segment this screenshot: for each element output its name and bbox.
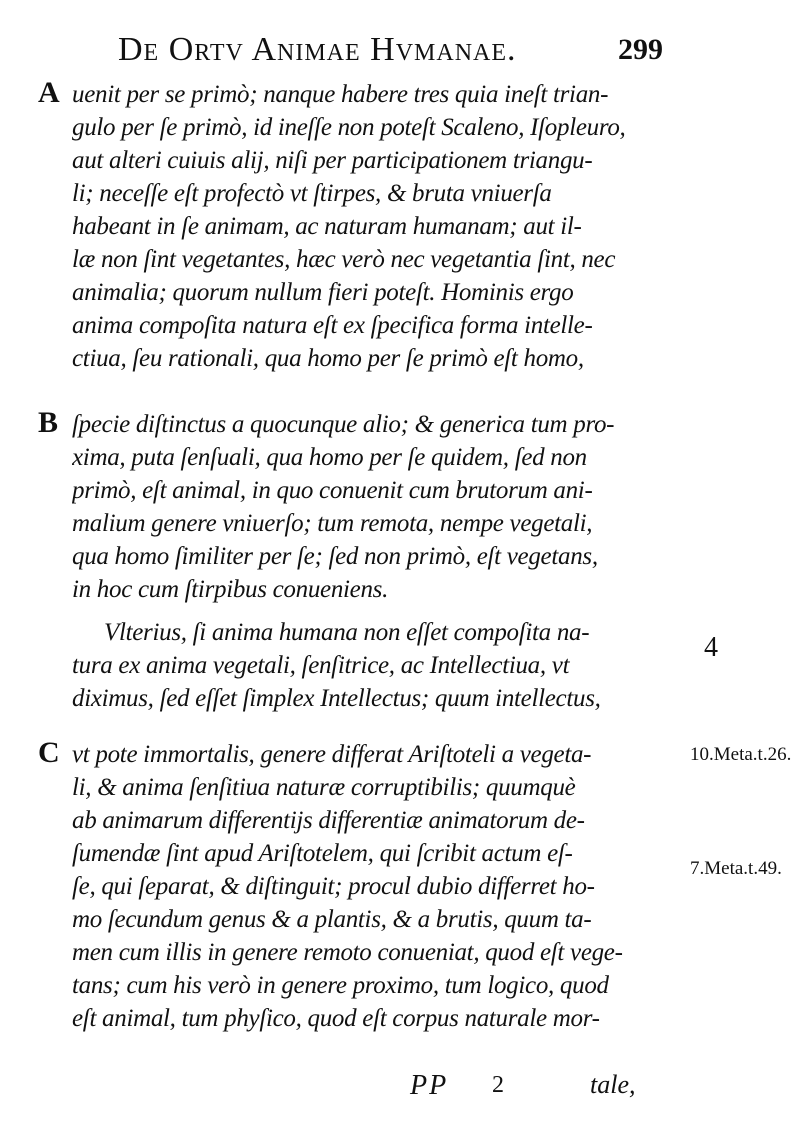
text-line: tura ex anima vegetali, ſenſitrice, ac Intellectiua, vt [72,652,570,679]
margin-note-meta-26: 10.Meta.t.26. [690,744,792,765]
text-line: eſt animal, tum phyſico, quod eſt corpus naturale mor- [72,1005,600,1032]
text-line: anima compoſita natura eſt ex ſpecifica forma intelle- [72,312,593,339]
text-line: li, & anima ſenſitiua naturæ corruptibilis; quumquè [72,774,576,801]
page-number: 299 [618,33,663,66]
text-line: malium genere vniuerſo; tum remota, nempe vegetali, [72,510,593,537]
text-line: aut alteri cuiuis alij, niſi per participationem triangu- [72,147,593,174]
text-line: ſpecie diſtinctus a quocunque alio; & generica tum pro- [72,411,615,438]
margin-note-meta-49: 7.Meta.t.49. [690,858,782,879]
margin-number: 4 [704,632,718,663]
text-line: læ non ſint vegetantes, hæc verò nec vegetantia ſint, nec [72,246,616,273]
text-line: li; neceſſe eſt profectò vt ſtirpes, & bruta vniuerſa [72,180,552,207]
text-line: mo ſecundum genus & a plantis, & a brutis, quum ta- [72,906,592,933]
text-line: ctiua, ſeu rationali, qua homo per ſe primò eſt homo, [72,345,584,372]
section-marker-c: C [38,736,60,769]
text-line: gulo per ſe primò, id ineſſe non poteſt Scaleno, Iſopleuro, [72,114,626,141]
text-line: tans; cum his verò in genere proximo, tum logico, quod [72,972,609,999]
text-line: in hoc cum ſtirpibus conueniens. [72,576,389,603]
text-line: animalia; quorum nullum fieri poteſt. Hominis ergo [72,279,574,306]
text-line: primò, eſt animal, in quo conuenit cum brutorum ani- [72,477,593,504]
running-title: De Ortv Animae Hvmanae. [118,31,517,68]
text-line: xima, puta ſenſuali, qua homo per ſe quidem, ſed non [72,444,587,471]
section-marker-b: B [38,406,59,439]
text-line: habeant in ſe animam, ac naturam humanam; aut il- [72,213,582,240]
section-marker-a: A [38,76,60,109]
text-line: vt pote immortalis, genere differat Ariſtoteli a vegeta- [72,741,592,768]
running-header [0,28,800,78]
text-line: men cum illis in genere remoto conueniat, quod eſt vege- [72,939,623,966]
catchword: tale, [590,1070,636,1099]
text-line: ſumendæ ſint apud Ariſtotelem, qui ſcribit actum eſ- [72,840,573,867]
text-line: Vlterius, ſi anima humana non eſſet compoſita na- [104,619,590,646]
signature-mark: PP [410,1070,449,1101]
signature-number: 2 [492,1072,504,1098]
text-line: ab animarum differentijs differentiæ animatorum de- [72,807,585,834]
text-line: uenit per se primò; nanque habere tres quia ineſt trian- [72,81,609,108]
text-line: qua homo ſimiliter per ſe; ſed non primò, eſt vegetans, [72,543,598,570]
text-line: ſe, qui ſeparat, & diſtinguit; procul dubio differret ho- [72,873,595,900]
text-line: diximus, ſed eſſet ſimplex Intellectus; quum intellectus, [72,685,601,712]
